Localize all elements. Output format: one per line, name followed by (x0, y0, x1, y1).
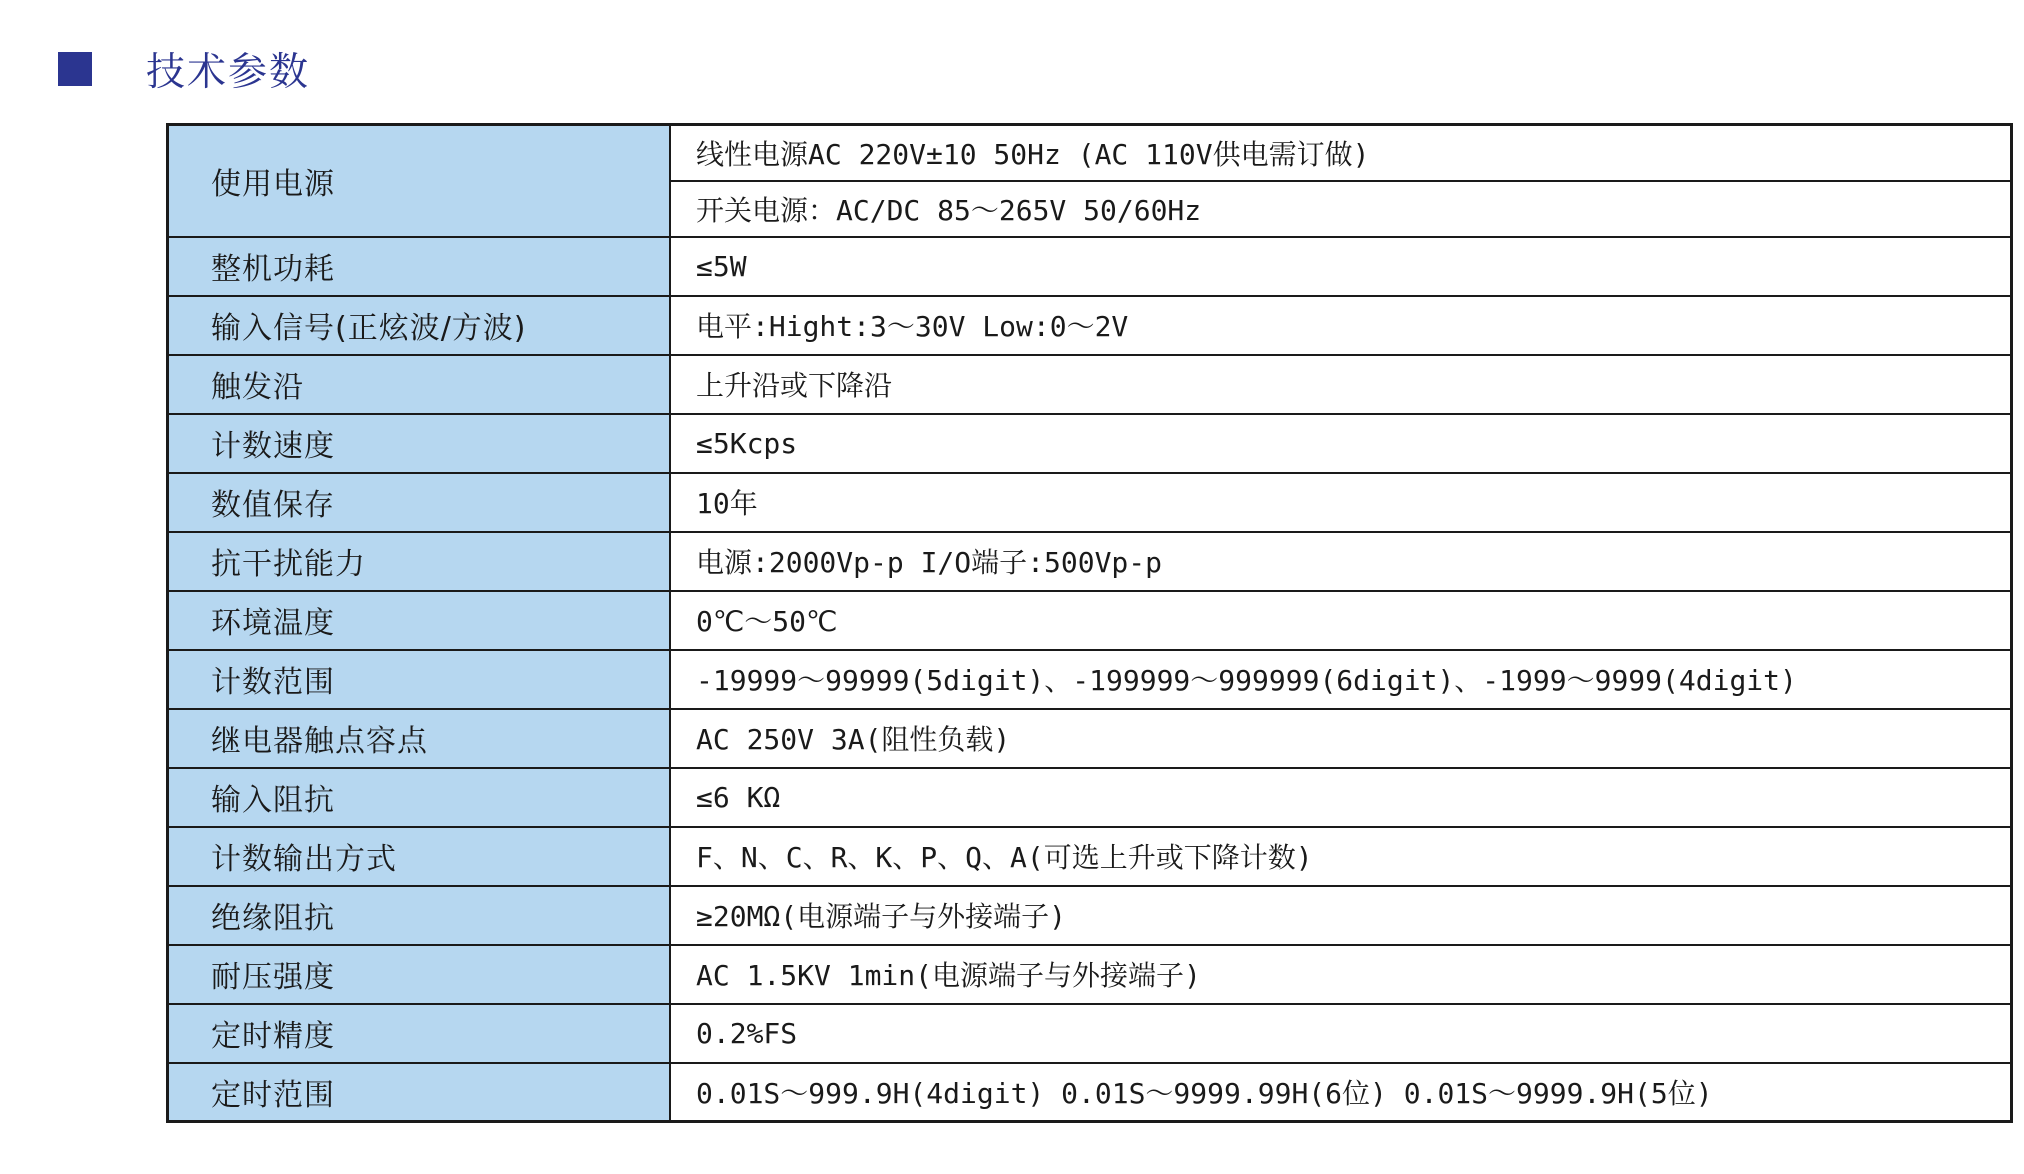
spec-label: 计数输出方式 (168, 827, 671, 886)
table-row (168, 709, 2012, 768)
spec-value: 0℃～50℃ (670, 591, 2012, 650)
spec-value: 10年 (670, 473, 2012, 532)
spec-label: 数值保存 (168, 473, 671, 532)
table-row (168, 296, 2012, 355)
spec-value: 0.2%FS (670, 1004, 2012, 1063)
table-row (168, 414, 2012, 473)
spec-value: ≥20MΩ(电源端子与外接端子) (670, 886, 2012, 945)
spec-label: 定时精度 (168, 1004, 671, 1063)
spec-label: 整机功耗 (168, 237, 671, 296)
spec-label: 计数速度 (168, 414, 671, 473)
spec-label: 耐压强度 (168, 945, 671, 1004)
spec-value: 上升沿或下降沿 (670, 355, 2012, 414)
spec-value: AC 1.5KV 1min(电源端子与外接端子) (670, 945, 2012, 1004)
spec-table (166, 123, 2013, 1123)
spec-value: ≤5Kcps (670, 414, 2012, 473)
spec-value: 开关电源：AC/DC 85～265V 50/60Hz (670, 181, 2012, 237)
table-row (168, 650, 2012, 709)
table-row (168, 768, 2012, 827)
section-header (58, 44, 310, 94)
spec-label: 触发沿 (168, 355, 671, 414)
table-row (168, 1004, 2012, 1063)
spec-value: 线性电源AC 220V±10 50Hz (AC 110V供电需订做) (670, 125, 2012, 181)
table-row (168, 827, 2012, 886)
spec-label: 绝缘阻抗 (168, 886, 671, 945)
spec-label: 环境温度 (168, 591, 671, 650)
spec-label: 使用电源 (168, 125, 671, 237)
spec-label: 计数范围 (168, 650, 671, 709)
table-row (168, 355, 2012, 414)
table-row (168, 532, 2012, 591)
table-row (168, 125, 2012, 181)
spec-label: 定时范围 (168, 1063, 671, 1122)
spec-label: 输入信号(正炫波/方波) (168, 296, 671, 355)
table-row (168, 886, 2012, 945)
spec-value: 电平:Hight:3～30V Low:0～2V (670, 296, 2012, 355)
table-row (168, 473, 2012, 532)
table-row (168, 1063, 2012, 1122)
table-row (168, 945, 2012, 1004)
spec-value: ≤5W (670, 237, 2012, 296)
spec-value: -19999～99999(5digit)、-199999～999999(6digit)、-1999～9999(4digit) (670, 650, 2012, 709)
spec-value: ≤6 KΩ (670, 768, 2012, 827)
square-bullet-icon (58, 52, 92, 86)
section-title: 技术参数 (146, 50, 311, 95)
spec-value: 0.01S～999.9H(4digit) 0.01S～9999.99H(6位) 0.01S～9999.9H(5位) (670, 1063, 2012, 1122)
spec-value: 电源:2000Vp-p I/O端子:500Vp-p (670, 532, 2012, 591)
spec-value: F、N、C、R、K、P、Q、A(可选上升或下降计数) (670, 827, 2012, 886)
spec-label: 继电器触点容点 (168, 709, 671, 768)
spec-label: 输入阻抗 (168, 768, 671, 827)
table-row (168, 237, 2012, 296)
spec-label: 抗干扰能力 (168, 532, 671, 591)
table-row (168, 591, 2012, 650)
spec-value: AC 250V 3A(阻性负载) (670, 709, 2012, 768)
